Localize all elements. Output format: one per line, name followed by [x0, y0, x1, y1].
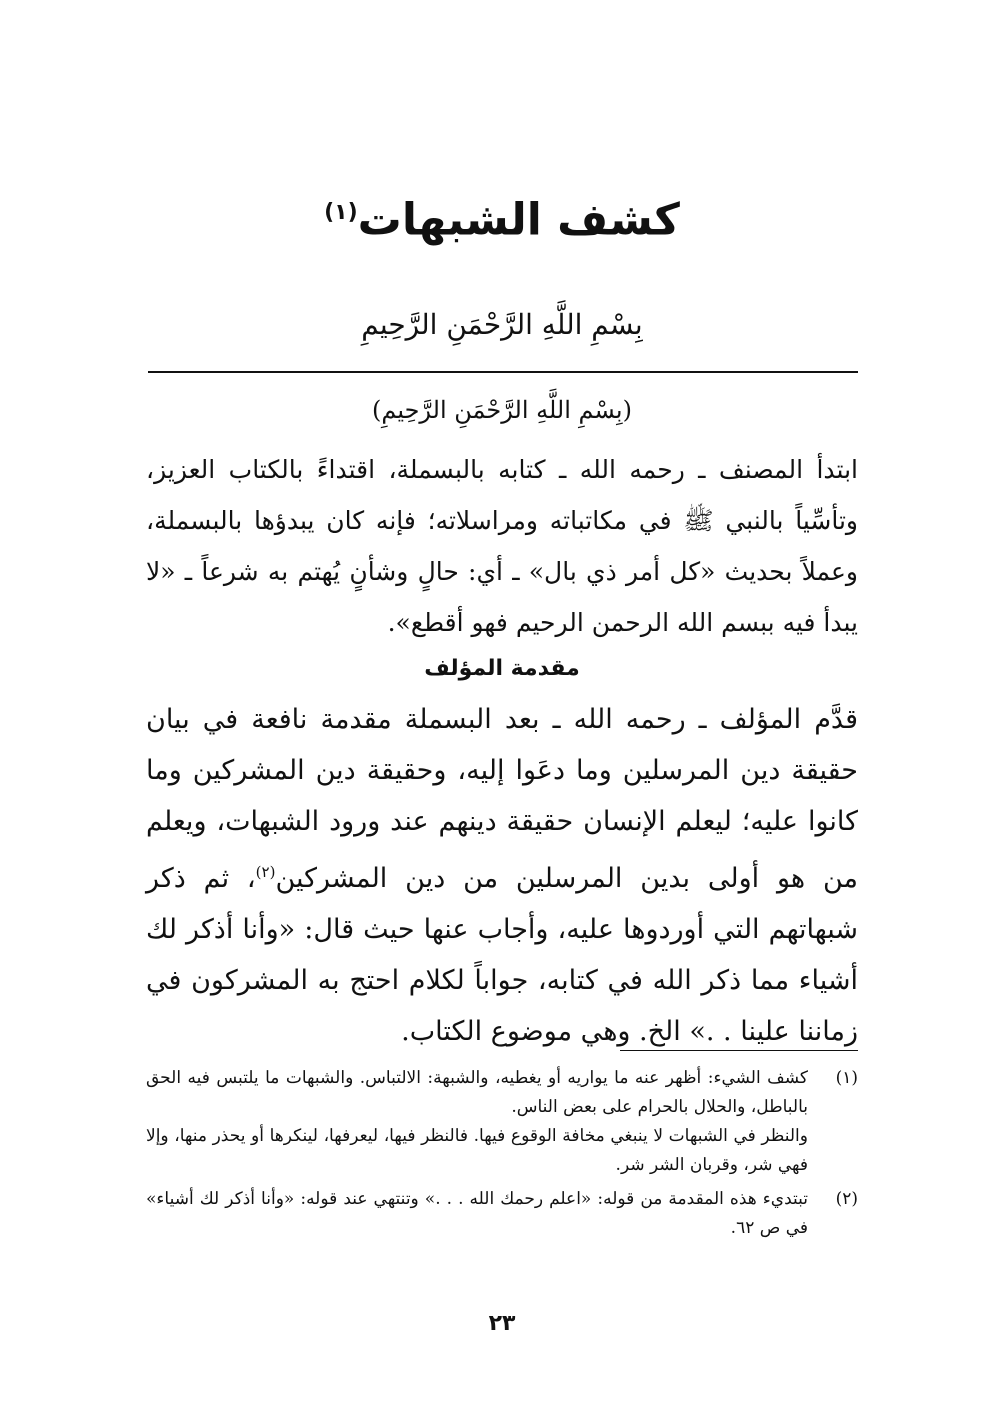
footnotes: [146, 1064, 858, 1248]
footnote-number: (١): [835, 1068, 858, 1088]
title-divider: [148, 371, 858, 373]
intro-paragraph: [146, 694, 858, 1057]
footnote-line: تبتديء هذه المقدمة من قوله: «اعلم رحمك الله . . .» وتنتهي عند قوله: «وأنا أذكر لك أشياء» في ص ٦٢.: [146, 1189, 808, 1238]
footnote-2: [146, 1185, 858, 1243]
title-footnote-ref: (١): [324, 200, 358, 225]
intro-text-part2: ، ثم ذكر شبهاتهم التي أوردوها عليه، وأجاب عنها حيث قال: «وأنا أذكر لك أشياء مما ذكر الله في كتابه، جواباً لكلام احتج به المشركون في زماننا علينا . .» الخ. وهي موضوع الكتاب.: [146, 863, 858, 1047]
footnote-number: (٢): [835, 1189, 858, 1209]
page-number: ٢٣: [488, 1311, 516, 1336]
section-heading: مقدمة المؤلف: [424, 656, 580, 681]
title-text: كشف الشبهات: [357, 194, 680, 246]
footnote-divider: [620, 1050, 858, 1051]
footnote-1: [146, 1064, 858, 1180]
footnote-body: [146, 1064, 808, 1180]
page-title: [0, 178, 1004, 256]
basmala-quoted: (بِسْمِ اللَّهِ الرَّحْمَنِ الرَّحِيمِ): [372, 396, 632, 424]
footnote-line: كشف الشيء: أظهر عنه ما يواريه أو يغطيه، والشبهة: الالتباس. والشبهات ما يلتبس فيه الحق بالباطل، والحلال بالحرام على بعض الناس.: [146, 1068, 808, 1117]
footnote-line: والنظر في الشبهات لا ينبغي مخافة الوقوع فيها. فالنظر فيها، ليعرفها، لينكرها أو يحذر منها، وإلا فهي شر، وقربان الشر شر.: [146, 1126, 808, 1175]
footnote-body: [146, 1185, 808, 1243]
intro-footnote-ref: (٢): [255, 863, 276, 881]
basmala-ornamental: بِسْمِ اللَّهِ الرَّحْمَنِ الرَّحِيمِ: [361, 308, 643, 341]
commentary-paragraph: ابتدأ المصنف ـ رحمه الله ـ كتابه بالبسملة، اقتداءً بالكتاب العزيز، وتأسِّياً بالنبي ﷺ في مكاتباته ومراسلاته؛ فإنه كان يبدؤها بالبسملة، وعملاً بحديث «كل أمر ذي بال» ـ أي: حالٍ وشأنٍ يُهتم به شرعاً ـ «لا يبدأ فيه ببسم الله الرحمن الرحيم فهو أقطع».: [146, 455, 858, 637]
intro-text-part1: قدَّم المؤلف ـ رحمه الله ـ بعد البسملة مقدمة نافعة في بيان حقيقة دين المرسلين وما دعَوا إليه، وحقيقة دين المشركين وما كانوا عليه؛ ليعلم الإنسان حقيقة دينهم عند ورود الشبهات، ويعلم من هو أولى بدين المرسلين من دين المشركين: [146, 704, 858, 894]
